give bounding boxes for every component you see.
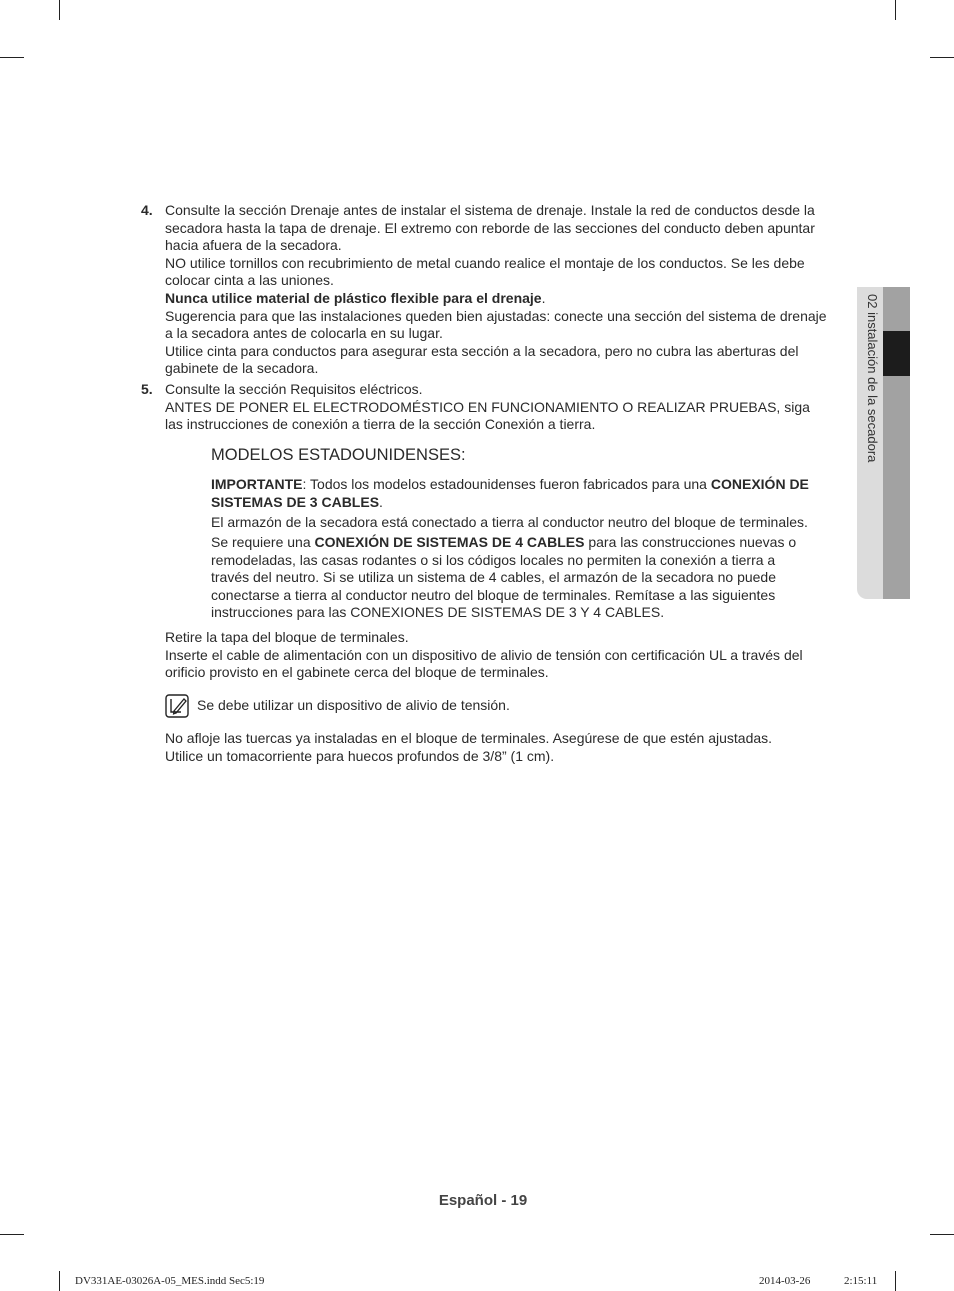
note-pencil-icon [165, 694, 189, 718]
step-4 [141, 202, 830, 378]
step-5 [141, 381, 830, 434]
slug-file: DV331AE-03026A-05_MES.indd Sec5:19 [75, 1275, 265, 1287]
note-text: Se debe utilizar un dispositivo de alivio de tensión. [197, 697, 510, 713]
crop-mark [930, 57, 954, 58]
crop-mark [0, 57, 24, 58]
step-paragraph: NO utilice tornillos con recubrimiento de metal cuando realice el montaje de los conductos. Se les debe colocar cinta a las uniones. [165, 254, 805, 289]
step-paragraph: Sugerencia para que las instalaciones queden bien ajustadas: conecte una sección del sistema de drenaje a la secadora antes de colocarla en su lugar. [165, 307, 827, 342]
crop-mark [895, 0, 896, 20]
step-warning: Nunca utilice material de plástico flexible para el drenaje. [165, 289, 546, 306]
crop-mark [59, 0, 60, 20]
page-footer [0, 1192, 954, 1210]
step-paragraph: Utilice cinta para conductos para asegurar esta sección a la secadora, pero no cubra las aberturas del gabinete de la secadora. [165, 342, 799, 377]
instruction-line: Utilice un tomacorriente para huecos profundos de 3/8” (1 cm). [165, 747, 555, 764]
terminal-instructions [165, 629, 830, 682]
instruction-line: Inserte el cable de alimentación con un dispositivo de alivio de tensión con certificación UL a través del orificio provisto en el gabinete cerca del bloque de terminales. [165, 646, 803, 681]
crop-mark [59, 1271, 60, 1291]
crop-mark [930, 1234, 954, 1235]
slug-date: 2014-03-26 [759, 1275, 811, 1287]
crop-mark [0, 1234, 24, 1235]
crop-mark [895, 1271, 896, 1291]
section-heading: MODELOS ESTADOUNIDENSES: [211, 446, 466, 464]
important-paragraph: IMPORTANTE: Todos los modelos estadounidenses fueron fabricados para una CONEXIÓN DE SISTEMAS DE 3 CABLES. [211, 476, 809, 510]
instruction-line: Retire la tapa del bloque de terminales. [165, 629, 409, 645]
step-number: 5. [141, 381, 153, 397]
slug-time: 2:15:11 [844, 1275, 878, 1287]
requirement-paragraph: Se requiere una CONEXIÓN DE SISTEMAS DE 4 CABLES para las construcciones nuevas o remodeladas, las casas rodantes o si los códigos locales no permiten la conexión a tierra a través del neutro. Si se utiliza un sistema de 4 cables, el armazón de la secadora no puede conectarse a tierra al conductor neutro del bloque de terminales. Remítase a las siguientes instrucciones para las CONEXIONES DE SISTEMAS DE 3 Y 4 CABLES. [211, 534, 797, 621]
final-instructions [165, 730, 830, 765]
frame-paragraph: El armazón de la secadora está conectado a tierra al conductor neutro del bloque de terminales. [211, 514, 808, 530]
page-number: Español - 19 [438, 1192, 528, 1209]
step-paragraph: ANTES DE PONER EL ELECTRODOMÉSTICO EN FUNCIONAMIENTO O REALIZAR PRUEBAS, siga las instrucciones de conexión a tierra de la sección Conexión a tierra. [165, 398, 810, 433]
chapter-tab-label: 02 instalación de la secadora [865, 294, 880, 463]
step-paragraph: Consulte la sección Requisitos eléctricos. [165, 381, 423, 397]
step-paragraph: Consulte la sección Drenaje antes de instalar el sistema de drenaje. Instale la red de conductos desde la secadora hasta la tapa de drenaje. El extremo con reborde de las secciones del conducto deben apuntar hacia afuera de la secadora. [165, 202, 815, 254]
instruction-line: No afloje las tuercas ya instaladas en el bloque de terminales. Asegúrese de que estén ajustadas. [165, 730, 773, 746]
chapter-tab-marker [883, 331, 910, 376]
step-number: 4. [141, 202, 153, 218]
